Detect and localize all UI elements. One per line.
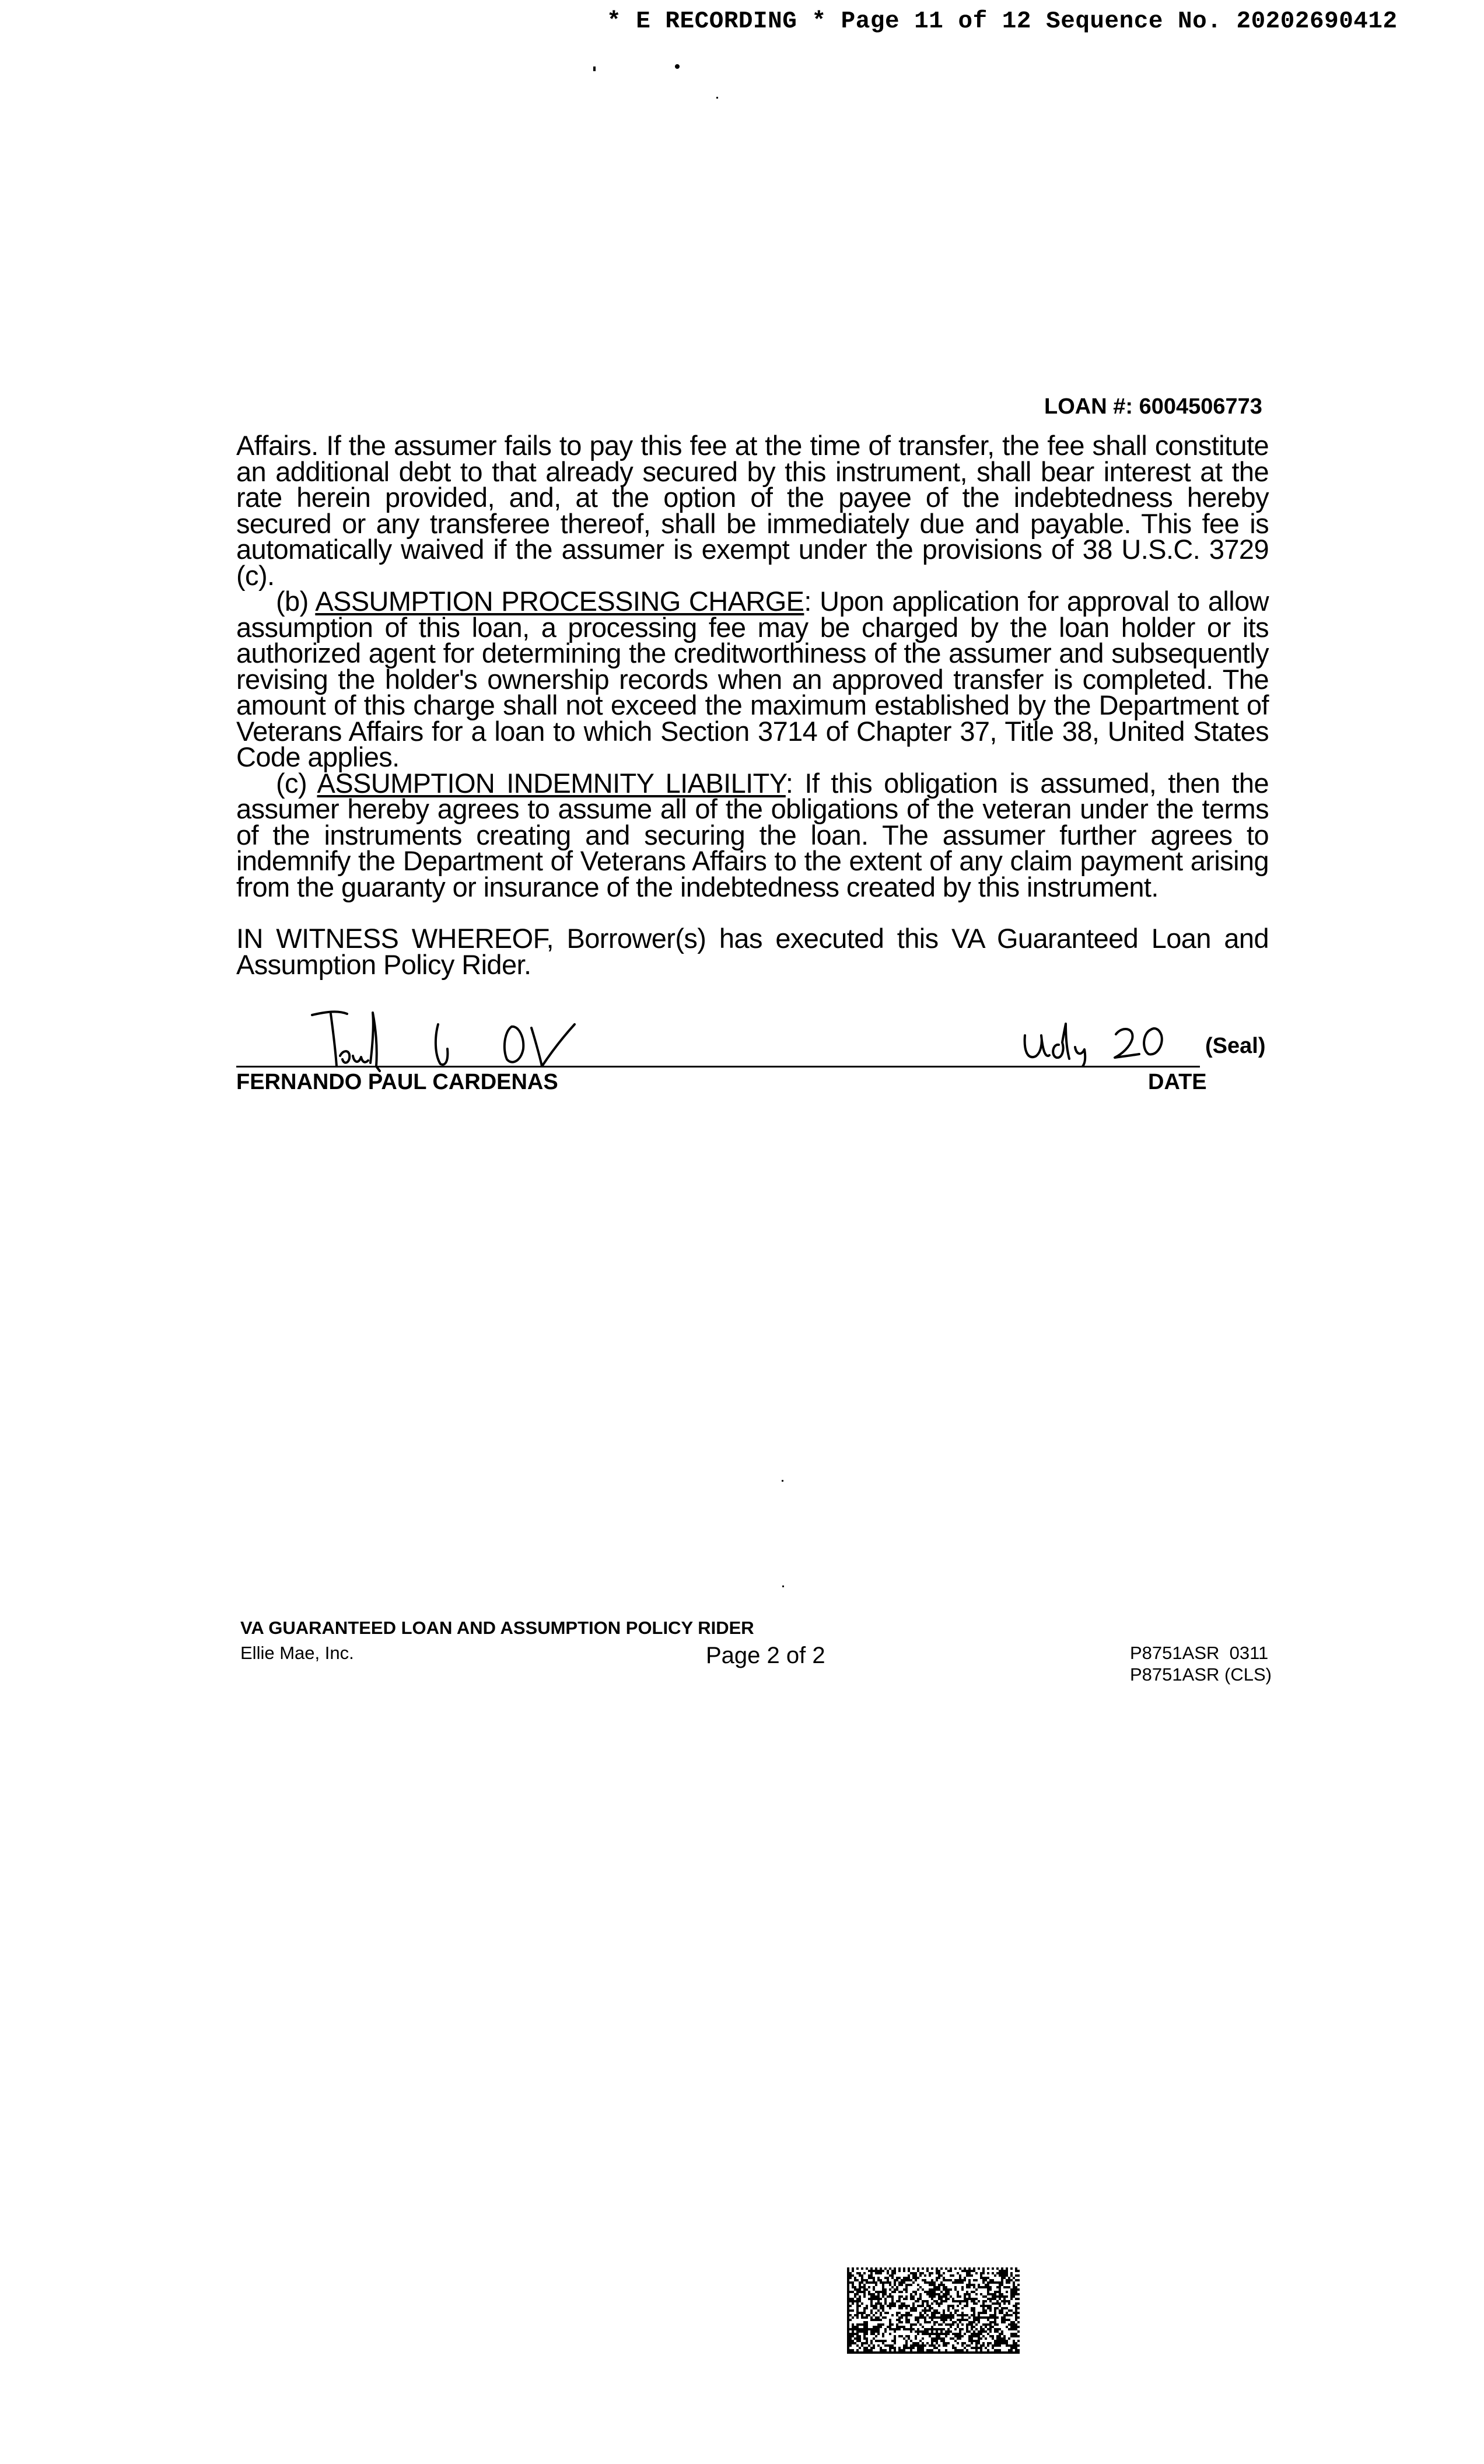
paragraph-processing-charge xyxy=(236,586,1269,772)
scan-speck xyxy=(782,1480,783,1482)
clause-label-b: (b) xyxy=(276,586,316,617)
barcode-2d xyxy=(847,2267,1020,2354)
text-indemnity-liability: : If this obligation is assumed, then the assumer hereby agrees to assume all of the obligations of the veteran under the terms of the instruments creating and securing the loan. The assumer further agrees to indemnify the Department of Veterans Affairs to the extent of any claim payment arising from the guaranty or insurance of the indebtedness created by this instrument. xyxy=(236,767,1269,902)
signature-date-handwritten xyxy=(1018,1012,1170,1068)
signature-line xyxy=(236,1066,1200,1068)
loan-number xyxy=(1044,394,1262,419)
scan-speck xyxy=(782,1586,784,1587)
witness-statement: IN WITNESS WHEREOF, Borrower(s) has executed this VA Guaranteed Loan and Assumption Policy Rider. xyxy=(236,923,1269,980)
paragraph-transfer-fee: Affairs. If the assumer fails to pay this fee at the time of transfer, the fee shall constitute an additional debt to that already secured by this instrument, shall bear interest at the rate herein provided, and, at the option of the payee of the indebtedness hereby secured or any transferee thereof, shall be immediately due and payable. This fee is automatically waived if the assumer is exempt under the provisions of 38 U.S.C. 3729 (c). xyxy=(236,430,1269,591)
heading-processing-charge: ASSUMPTION PROCESSING CHARGE xyxy=(315,586,804,617)
seal-label: (Seal) xyxy=(1205,1034,1266,1058)
footer-form-title: VA GUARANTEED LOAN AND ASSUMPTION POLICY RIDER xyxy=(240,1618,754,1638)
loan-number-value: 6004506773 xyxy=(1139,394,1262,419)
rider-body xyxy=(236,430,1269,980)
clause-label-c: (c) xyxy=(276,767,317,799)
paragraph-indemnity-liability xyxy=(236,767,1269,902)
signer-name: FERNANDO PAUL CARDENAS xyxy=(236,1070,558,1094)
borrower-signature xyxy=(295,1008,598,1072)
recording-header: * E RECORDING * Page 11 of 12 Sequence No. 20202690412 xyxy=(607,8,1398,35)
scan-speck xyxy=(675,64,680,69)
loan-number-label: LOAN #: xyxy=(1044,394,1133,419)
footer-form-code: P8751ASR 0311 xyxy=(1130,1643,1269,1663)
scan-speck xyxy=(593,66,596,71)
footer-form-code-cls: P8751ASR (CLS) xyxy=(1130,1664,1272,1685)
date-label: DATE xyxy=(1148,1070,1207,1094)
scan-speck xyxy=(716,97,718,99)
footer-page-number: Page 2 of 2 xyxy=(706,1643,825,1668)
footer-company: Ellie Mae, Inc. xyxy=(240,1643,354,1663)
heading-indemnity-liability: ASSUMPTION INDEMNITY LIABILITY xyxy=(317,767,786,799)
text-processing-charge: : Upon application for approval to allow assumption of this loan, a processing fee may be charged by the loan holder or its authorized agent for determining the creditworthiness of the assumer and subsequently revising the holder's ownership records when an approved transfer is completed. The amount of this charge shall not exceed the maximum established by the Department of Veterans Affairs for a loan to which Section 3714 of Chapter 37, Title 38, United States Code applies. xyxy=(236,586,1269,772)
